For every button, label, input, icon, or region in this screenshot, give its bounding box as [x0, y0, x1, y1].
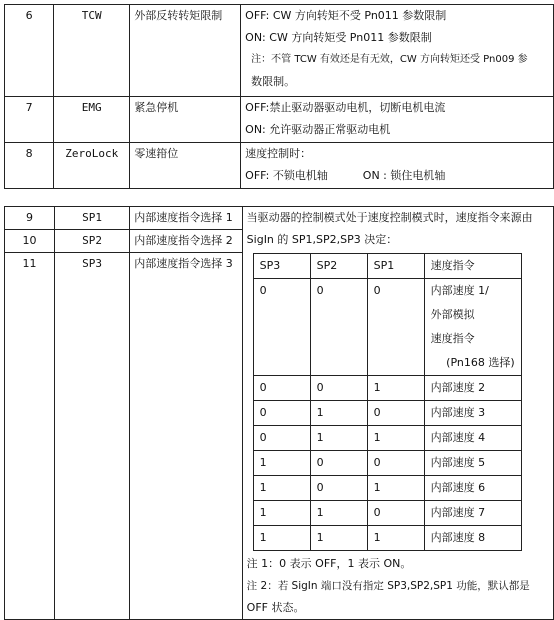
signal-function: 外部反转转矩限制: [130, 5, 241, 97]
speed-command-value: 内部速度 4: [424, 426, 521, 451]
speed-table-header: [253, 254, 521, 279]
header-speed-command: 速度指令: [424, 254, 521, 279]
header-sp1: SP1: [367, 254, 424, 279]
description-line: 速度控制时：: [245, 147, 312, 160]
sp3-value: 1: [253, 526, 310, 551]
sp2-value: 1: [310, 401, 367, 426]
signal-name: SP2: [54, 230, 129, 253]
signal-function: 零速箝位: [130, 143, 241, 189]
signal-function: 紧急停机: [130, 97, 241, 143]
signal-description: [241, 97, 554, 143]
sp1-value: 1: [367, 526, 424, 551]
description-line: OFF: CW 方向转矩不受 Pn011 参数限制: [245, 9, 447, 22]
description-note: 注：不管 TCW 有效还是有无效，CW 方向转矩还受 Pn009 参: [251, 54, 528, 65]
sp2-value: 0: [310, 376, 367, 401]
sp1-value: 0: [367, 501, 424, 526]
speed-command-value: 内部速度 5: [424, 451, 521, 476]
description-line: 当驱动器的控制模式处于速度控制模式时，速度指令来源由: [246, 211, 533, 224]
sp3-value: 1: [253, 476, 310, 501]
description-line: ON: CW 方向转矩受 Pn011 参数限制: [245, 31, 432, 44]
speed-command-line: (Pn168 选择): [446, 356, 515, 369]
row-number: 10: [5, 230, 55, 253]
sp2-value: 0: [310, 476, 367, 501]
signal-name: SP3: [54, 253, 129, 620]
signal-description: [241, 5, 554, 97]
speed-command-value: 内部速度 7: [424, 501, 521, 526]
signal-name: TCW: [54, 5, 130, 97]
signal-function: 内部速度指令选择 1: [130, 207, 242, 230]
row-number: 9: [5, 207, 55, 230]
sp3-value: 0: [253, 279, 310, 376]
row-number: 7: [5, 97, 54, 143]
row-number: 11: [5, 253, 55, 620]
sp2-value: 1: [310, 526, 367, 551]
sp1-value: 1: [367, 476, 424, 501]
description-note: 数限制。: [251, 75, 296, 88]
table-row: [5, 143, 554, 189]
speed-table-row: [253, 451, 521, 476]
sp2-value: 0: [310, 451, 367, 476]
speed-table-row: [253, 376, 521, 401]
sp1-value: 0: [367, 401, 424, 426]
sp1-value: 0: [367, 279, 424, 376]
table-row: [5, 207, 554, 230]
header-sp2: SP2: [310, 254, 367, 279]
sp3-value: 1: [253, 501, 310, 526]
speed-table-row: [253, 401, 521, 426]
note-line: 注 2：若 SigIn 端口没有指定 SP3,SP2,SP1 功能，默认都是: [246, 580, 530, 592]
speed-command-value: 内部速度 8: [424, 526, 521, 551]
sp2-value: 1: [310, 426, 367, 451]
note-line: OFF 状态。: [246, 601, 305, 614]
speed-command-line: 外部模拟: [430, 308, 475, 321]
description-line: SigIn 的 SP1,SP2,SP3 决定：: [246, 233, 398, 246]
speed-command-table: [253, 253, 522, 551]
row-number: 6: [5, 5, 54, 97]
description-line: OFF: 不锁电机轴 ON : 锁住电机轴: [245, 169, 446, 182]
signal-description: [242, 207, 553, 620]
speed-command-value: 内部速度 6: [424, 476, 521, 501]
signal-function: 内部速度指令选择 2: [130, 230, 242, 253]
sp2-value: 0: [310, 279, 367, 376]
speed-table-row: [253, 426, 521, 451]
sp3-value: 0: [253, 401, 310, 426]
description-line: ON: 允许驱动器正常驱动电机: [245, 123, 391, 136]
signal-function: 内部速度指令选择 3: [130, 253, 242, 620]
signal-table-speed: [4, 206, 554, 620]
signal-name: SP1: [54, 207, 129, 230]
speed-command-line: 内部速度 1/: [430, 284, 489, 297]
speed-command-value: 内部速度 2: [424, 376, 521, 401]
table-row: [5, 5, 554, 97]
note-line: 注 1：0 表示 OFF，1 表示 ON。: [246, 557, 412, 570]
sp3-value: 0: [253, 376, 310, 401]
sp1-value: 0: [367, 451, 424, 476]
signal-description: [241, 143, 554, 189]
description-line: OFF:禁止驱动器驱动电机，切断电机电流: [245, 101, 446, 114]
sp1-value: 1: [367, 426, 424, 451]
sp3-value: 1: [253, 451, 310, 476]
speed-command-value: [424, 279, 521, 376]
speed-command-line: 速度指令: [430, 332, 475, 345]
table-row: [5, 97, 554, 143]
speed-table-row: [253, 279, 521, 376]
signal-name: EMG: [54, 97, 130, 143]
row-number: 8: [5, 143, 54, 189]
signal-name: ZeroLock: [54, 143, 130, 189]
speed-table-row: [253, 501, 521, 526]
header-sp3: SP3: [253, 254, 310, 279]
speed-table-row: [253, 526, 521, 551]
signal-table-top: [4, 4, 554, 189]
speed-table-row: [253, 476, 521, 501]
sp2-value: 1: [310, 501, 367, 526]
speed-command-value: 内部速度 3: [424, 401, 521, 426]
sp1-value: 1: [367, 376, 424, 401]
sp3-value: 0: [253, 426, 310, 451]
